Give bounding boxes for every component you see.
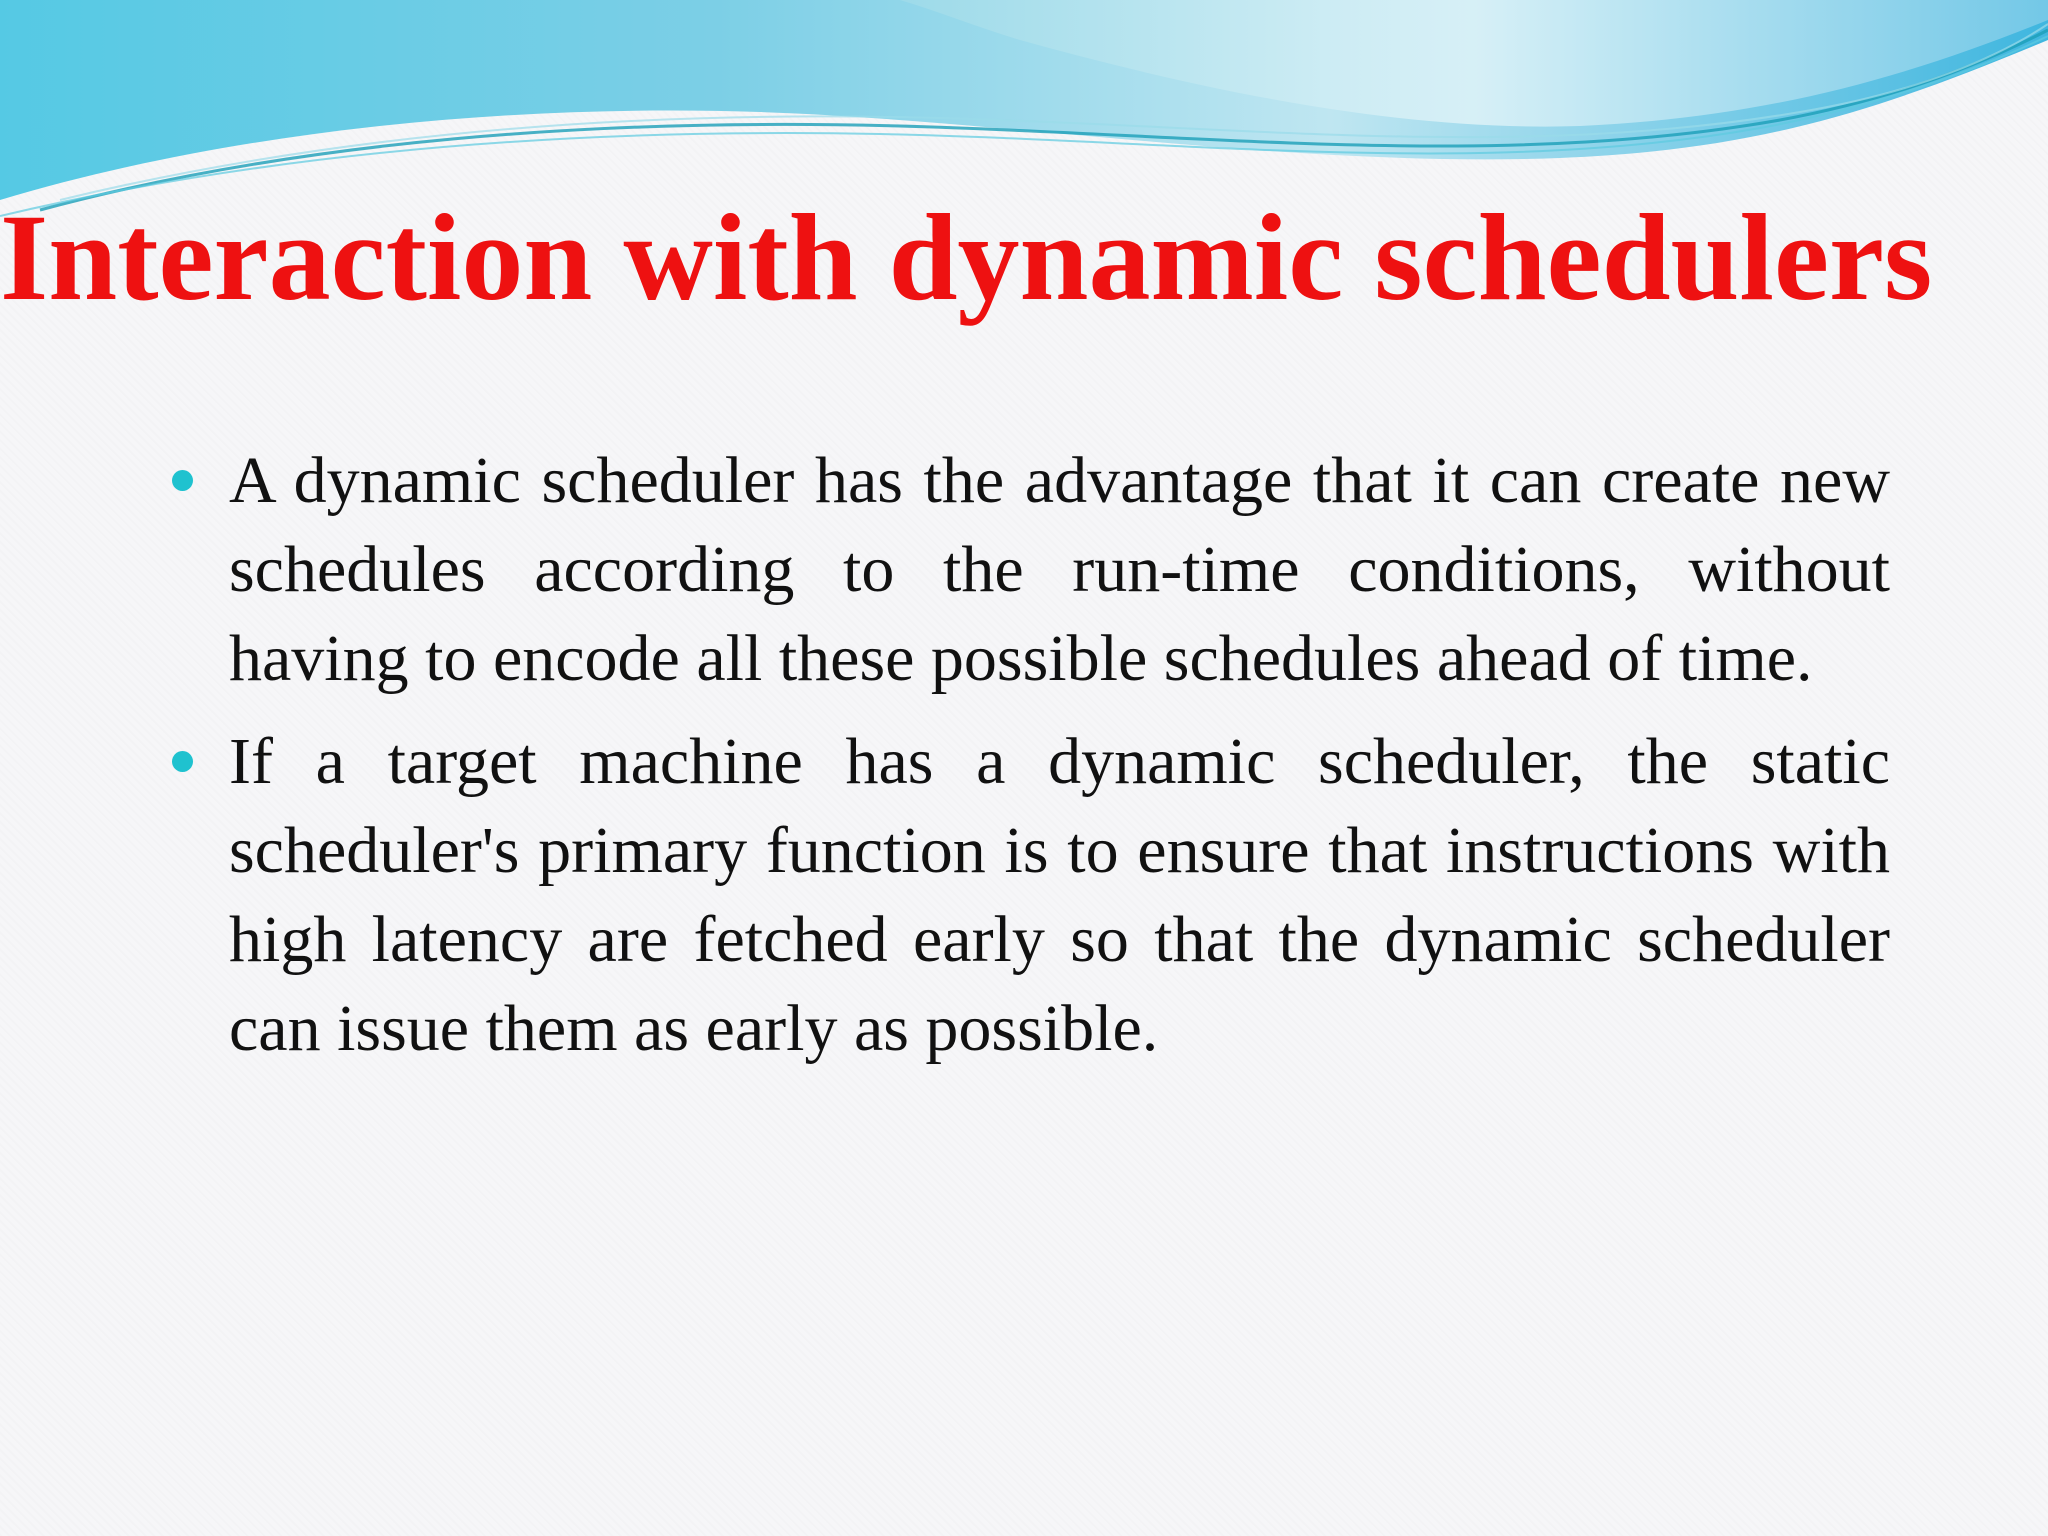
bullet-item	[172, 436, 1890, 703]
bullet-item	[172, 717, 1890, 1073]
bullet-text: If a target machine has a dynamic scheduler, the static scheduler's primary function is to ensure that instructions with high latency are fetched early so that the dynamic scheduler can issue them as early as possible.	[229, 725, 1890, 1065]
bullet-icon	[172, 470, 193, 491]
bullet-text: A dynamic scheduler has the advantage that it can create new schedules according to the run-time conditions, without having to encode all these possible schedules ahead of time.	[229, 444, 1890, 695]
slide-title: Interaction with dynamic schedulers	[0, 189, 1933, 326]
bullet-list	[172, 436, 1890, 1087]
bullet-icon	[172, 751, 193, 772]
